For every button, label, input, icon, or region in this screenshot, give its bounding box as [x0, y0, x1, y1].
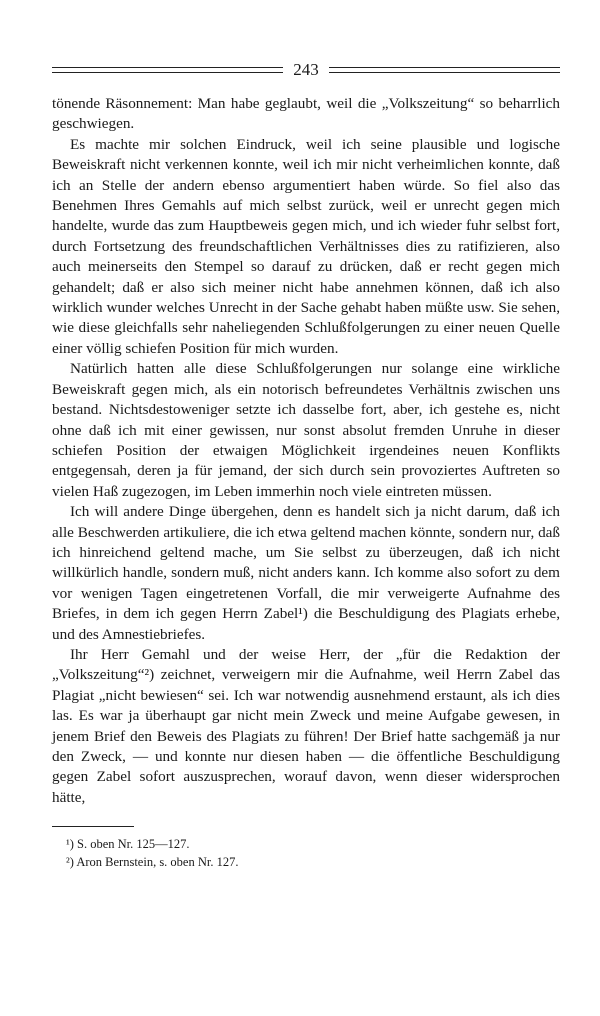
footnote-2: ²) Aron Bernstein, s. oben Nr. 127.	[66, 855, 239, 870]
page-header	[52, 56, 560, 84]
paragraph: Natürlich hatten alle diese Schlußfolgerungen nur solange eine wirkliche Beweiskraft gegen mich, als ein notorisch befreundetes Verhältnis zwischen uns bestand. Nichtsdestoweniger setzte ich dasselbe fort, aber, ich gestehe es, nicht ohne daß ich mit einer gewissen, nur sonst absolut fremden Unruhe in dieser schiefen Position der etwaigen Möglichkeit irgendeines neuen Konflikts entgegensah, deren ja für jemand, der sich durch sein provoziertes Auftreten so vielen Haß zugezogen, im Leben immerhin noch viele eintreten müssen.	[52, 360, 560, 500]
footnote-divider	[52, 826, 134, 827]
header-rule-right	[329, 67, 560, 73]
footnotes	[52, 835, 560, 871]
page-number: 243	[293, 60, 319, 79]
paragraph-continuation: tönende Räsonnement: Man habe geglaubt, weil die „Volkszeitung“ so beharrlich geschwiegen.	[52, 95, 560, 133]
paragraph: Ihr Herr Gemahl und der weise Herr, der „für die Redaktion der „Volkszeitung“²) zeichnet, verweigern mir die Aufnahme, weil Herrn Zabel das Plagiat „nicht bewiesen“ sei. Ich war notwendig ausnehmend erstaunt, als ich dies las. Es war ja überhaupt gar nicht mein Zweck und meine Aufgabe gewesen, in jenem Brief den Beweis des Plagiats zu führen! Der Brief hatte sachgemäß ja nur den Zweck, — und konnte nur diesen haben — die öffentliche Beschuldigung gegen Zabel sofort auszusprechen, worauf davon, wenn dieser widersprochen hätte,	[52, 645, 560, 806]
book-page	[52, 56, 560, 871]
paragraph: Ich will andere Dinge übergehen, denn es handelt sich ja nicht darum, daß ich alle Beschwerden artikuliere, die ich etwa geltend machen könnte, sondern nur, daß ich hinreichend geltend mache, um Sie selbst zu überzeugen, daß ich nicht willkürlich handle, sondern muß, nicht anders kann. Ich komme also sofort zu dem vor wenigen Tagen eingetretenen Vorfall, die mir verweigerte Aufnahme des Briefes, in dem ich gegen Herrn Zabel¹) die Beschuldigung des Plagiats erhebe, und des Amnestiebriefes.	[52, 503, 560, 643]
footnote-1: ¹) S. oben Nr. 125—127.	[66, 837, 190, 852]
main-text	[52, 94, 560, 808]
header-rule-left	[52, 67, 283, 73]
paragraph: Es machte mir solchen Eindruck, weil ich seine plausible und logische Beweiskraft nicht verkennen konnte, weil ich mir nicht verheimlichen konnte, daß ich an Stelle der andern ebenso argumentiert haben würde. So fiel also das Benehmen Ihres Gemahls auf mich selbst zurück, weil er unrecht gegen mich handelte, wurde das zum Hauptbeweis gegen mich, und ich wieder fuhr selbst fort, durch Fortsetzung des freundschaftlichen Verhältnisses dies zu ratifizieren, also auch meinerseits den Stempel so darauf zu drücken, daß er recht gegen mich gehandelt; daß er also sich meiner nicht habe annehmen können, daß ich also wirklich wunder welches Unrecht in der Sache gehabt haben müßte usw. Sie sehen, wie diese gleichfalls sehr naheliegenden Schlußfolgerungen zu einer neuen Quelle einer völlig schiefen Position für mich wurden.	[52, 135, 560, 357]
